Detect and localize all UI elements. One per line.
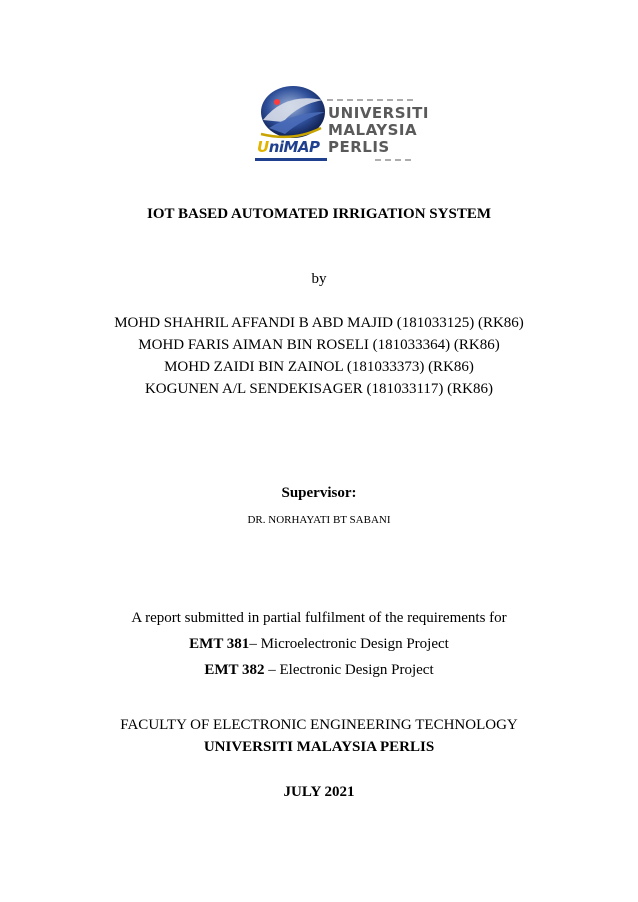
logo-unimap-mark <box>257 140 320 155</box>
logo-mark-u: U <box>257 138 269 156</box>
course-name: – Microelectronic Design Project <box>249 636 449 652</box>
course-line-emt381 <box>0 637 638 652</box>
report-statement: A report submitted in partial fulfilment of the requirements for <box>131 610 507 626</box>
report-date: JULY 2021 <box>283 784 355 800</box>
supervisor-name: DR. NORHAYATI BT SABANI <box>247 514 391 526</box>
author-line: KOGUNEN A/L SENDEKISAGER (181033117) (RK86) <box>144 381 494 397</box>
logo-word-universiti: UNIVERSITI <box>328 104 429 122</box>
author-line: MOHD SHAHRIL AFFANDI B ABD MAJID (181033125) (RK86) <box>114 315 524 331</box>
logo-word-perlis: PERLIS <box>328 138 390 156</box>
course-code: EMT 381 <box>189 636 250 652</box>
report-title: IOT BASED AUTOMATED IRRIGATION SYSTEM <box>147 206 491 222</box>
author-line: MOHD ZAIDI BIN ZAINOL (181033373) (RK86) <box>164 359 474 375</box>
by-text: by <box>311 271 327 287</box>
author-line: MOHD FARIS AIMAN BIN ROSELI (181033364) (RK86) <box>138 337 500 353</box>
logo-mark-rest: niMAP <box>268 138 320 156</box>
supervisor-label: Supervisor: <box>281 485 357 501</box>
university-logo <box>255 82 429 164</box>
course-code: EMT 382 <box>204 662 265 678</box>
course-name: – Electronic Design Project <box>264 662 434 678</box>
logo-word-malaysia: MALAYSIA <box>328 121 418 139</box>
course-line-emt382 <box>0 663 638 678</box>
faculty-name: FACULTY OF ELECTRONIC ENGINEERING TECHNOLOGY <box>120 717 518 733</box>
university-name: UNIVERSITI MALAYSIA PERLIS <box>203 739 435 755</box>
